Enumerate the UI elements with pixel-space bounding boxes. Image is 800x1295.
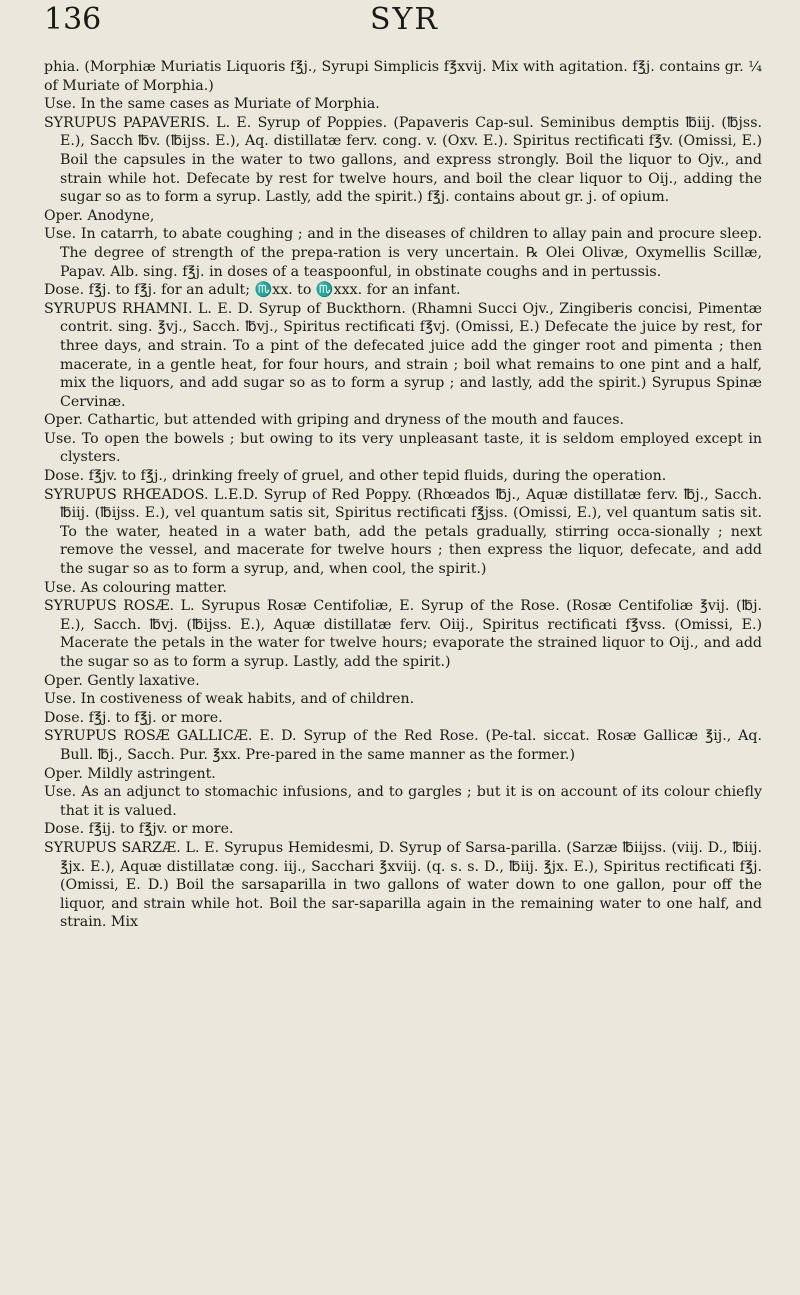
paragraph-dose: Dose. f℥ij. to f℥jv. or more. bbox=[44, 821, 234, 838]
paragraph-use: Use. As colouring matter. bbox=[44, 579, 227, 596]
page-number: 136 bbox=[44, 2, 102, 37]
paragraph-dose: Dose. f℥j. to f℥j. or more. bbox=[44, 709, 223, 726]
entry-syrupus-rosae-gallicae: SYRUPUS ROSÆ GALLICÆ. E. D. Syrup of the Red Rose. (Pe-tal. siccat. Rosæ Gallicæ ℥ij., Aq. Bull. ℔j., Sacch. Pur. ℥xx. Pre-pared in the same manner as the former.) bbox=[44, 728, 762, 763]
entry-syrupus-rhoeados: SYRUPUS RHŒADOS. L.E.D. Syrup of Red Poppy. (Rhœados ℔j., Aquæ distillatæ ferv. ℔j., Sacch. ℔iij. (℔ijss. E.), vel quantum satis sit, Spiritus rectificati f℥jss. (Omissi, E.), vel quantum satis sit. To the water, heated in a water bath, add the petals gradually, stirring occa-sionally ; next remove the vessel, and macerate for twelve hours ; then express the liquor, defecate, and add the sugar so as to form a syrup, and, when cool, the spirit.) bbox=[44, 486, 762, 578]
running-head: SYR bbox=[370, 2, 439, 37]
paragraph-use: Use. In catarrh, to abate coughing ; and in the diseases of children to allay pain and procure sleep. The degree of strength of the prepa-ration is very uncertain. ℞ Olei Olivæ, Oxymellis Scillæ, Papav. Alb. sing. f℥j. in doses of a teaspoonful, in obstinate coughs and in pertussis. bbox=[44, 226, 762, 280]
entry-syrupus-sarzae: SYRUPUS SARZÆ. L. E. Syrupus Hemidesmi, D. Syrup of Sarsa-parilla. (Sarzæ ℔iijss. (viij. D., ℔iij. ℥jx. E.), Aquæ distillatæ cong. iij., Sacchari ℥xviij. (q. s. s. D., ℔iij. ℥jx. E.), Spiritus rectificati f℥j. (Omissi, E. D.) Boil the sarsaparilla in two gallons of water down to one gallon, pour off the liquor, and strain while hot. Boil the sar-saparilla again in the remaining water to one half, and strain. Mix bbox=[44, 839, 762, 931]
entry-syrupus-rhamni: SYRUPUS RHAMNI. L. E. D. Syrup of Buckthorn. (Rhamni Succi Ojv., Zingiberis concisi, Pimentæ contrit. sing. ℥vj., Sacch. ℔vj., Spiritus rectificati f℥vj. (Omissi, E.) Defecate the juice by rest, for three days, and strain. To a pint of the defecated juice add the ginger root and pimenta ; then macerate, in a gentle heat, for four hours, and strain ; boil what remains to one pint and a half, mix the liquors, and add sugar so as to form a syrup ; and lastly, add the spirit.) Syrupus Spinæ Cervinæ. bbox=[44, 300, 762, 410]
paragraph-use: Use. To open the bowels ; but owing to its very unpleasant taste, it is seldom employed except in clysters. bbox=[44, 430, 762, 466]
paragraph-oper: Oper. Cathartic, but attended with griping and dryness of the mouth and fauces. bbox=[44, 412, 624, 429]
paragraph-oper: Oper. Mildly astringent. bbox=[44, 765, 216, 782]
entry-syrupus-papaveris: SYRUPUS PAPAVERIS. L. E. Syrup of Poppies. (Papaveris Cap-sul. Seminibus demptis ℔iij. (℔jss. E.), Sacch ℔v. (℔ijss. E.), Aq. distillatæ ferv. cong. v. (Oxv. E.). Spiritus rectificati f℥v. (Omissi, E.) Boil the capsules in the water to two gallons, and express strongly. Boil the liquor to Ojv., and strain while hot. Defecate by rest for twelve hours, and boil the clear liquor to Oij., adding the sugar so as to form a syrup. Lastly, add the spirit.) f℥j. contains about gr. j. of opium. bbox=[44, 114, 762, 206]
paragraph-oper: Oper. Gently laxative. bbox=[44, 672, 200, 689]
paragraph-morphia-continuation: phia. (Morphiæ Muriatis Liquoris f℥j., Syrupi Simplicis f℥xvij. Mix with agitation. f℥j. contains gr. ¼ of Muriate of Morphia.) bbox=[44, 59, 762, 94]
page-body bbox=[44, 58, 762, 932]
paragraph-use: Use. As an adjunct to stomachic infusions, and to gargles ; but it is on account of its colour chiefly that it is valued. bbox=[44, 784, 762, 819]
paragraph-oper: Oper. Anodyne, bbox=[44, 207, 155, 224]
paragraph-use: Use. In the same cases as Muriate of Morphia. bbox=[44, 96, 380, 113]
paragraph-dose: Dose. f℥j. to f℥j. for an adult; ♏xx. to ♏xxx. for an infant. bbox=[44, 282, 461, 299]
entry-syrupus-rosae: SYRUPUS ROSÆ. L. Syrupus Rosæ Centifoliæ, E. Syrup of the Rose. (Rosæ Centifoliæ ℥vij. (℔j. E.), Sacch. ℔vj. (℔ijss. E.), Aquæ distillatæ ferv. Oiij., Spiritus rectificati f℥vss. (Omissi, E.) Macerate the petals in the water for twelve hours; evaporate the strained liquor to Oij., and add the sugar so as to form a syrup. Lastly, add the spirit.) bbox=[44, 598, 762, 670]
paragraph-dose: Dose. f℥jv. to f℥j., drinking freely of gruel, and other tepid fluids, during the operation. bbox=[44, 468, 667, 485]
paragraph-use: Use. In costiveness of weak habits, and of children. bbox=[44, 691, 415, 708]
